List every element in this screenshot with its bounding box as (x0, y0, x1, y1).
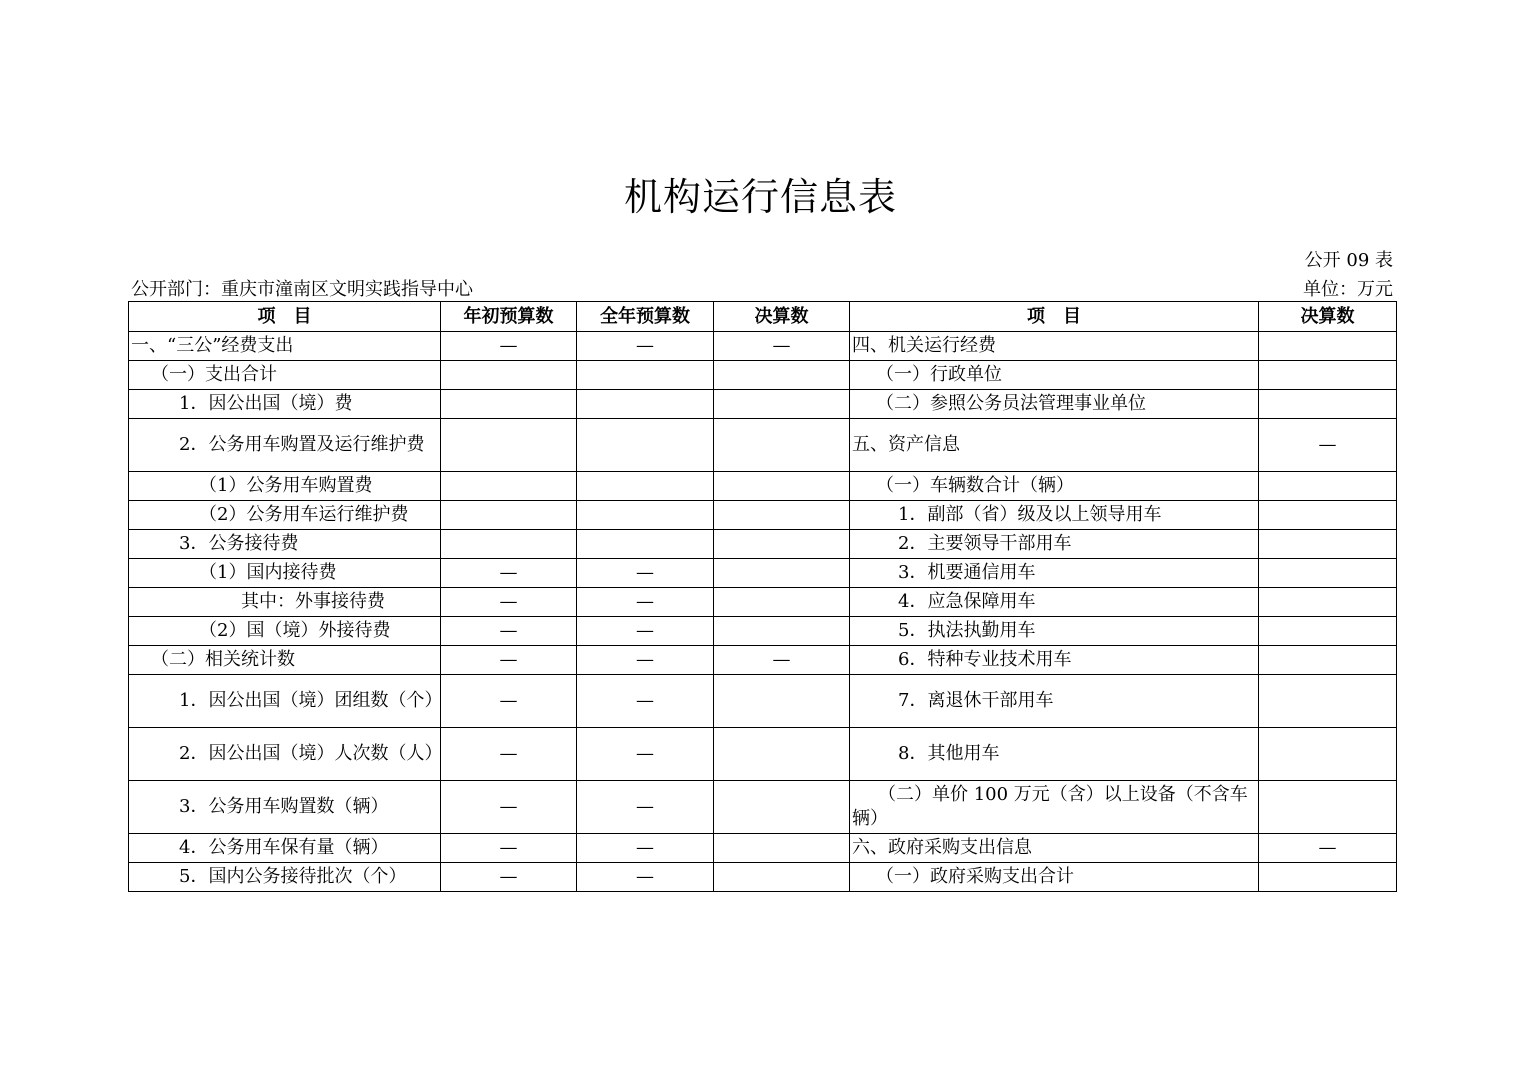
value-cell: — (577, 588, 714, 617)
table-row (129, 361, 1397, 390)
table-row (129, 617, 1397, 646)
item-cell: （2）公务用车运行维护费 (129, 501, 441, 530)
item-cell: 3．公务接待费 (129, 530, 441, 559)
item-cell: （2）国（境）外接待费 (129, 617, 441, 646)
value-cell (714, 361, 850, 390)
value-cell (1259, 781, 1397, 834)
item-cell: 8．其他用车 (850, 728, 1259, 781)
table-row (129, 472, 1397, 501)
item-cell: 六、政府采购支出信息 (850, 834, 1259, 863)
value-cell (714, 419, 850, 472)
item-cell: 5．执法执勤用车 (850, 617, 1259, 646)
value-cell (1259, 332, 1397, 361)
value-cell (1259, 728, 1397, 781)
table-header-row (129, 302, 1397, 332)
value-cell: — (1259, 419, 1397, 472)
value-cell (1259, 559, 1397, 588)
header-cell: 全年预算数 (577, 302, 714, 332)
value-cell (714, 863, 850, 892)
item-cell: 其中：外事接待费 (129, 588, 441, 617)
item-cell: 4．公务用车保有量（辆） (129, 834, 441, 863)
value-cell: — (441, 675, 577, 728)
value-cell (1259, 863, 1397, 892)
item-cell: （一）车辆数合计（辆） (850, 472, 1259, 501)
table-row (129, 332, 1397, 361)
table-row (129, 646, 1397, 675)
table-row (129, 501, 1397, 530)
table-row (129, 390, 1397, 419)
item-cell: 1．副部（省）级及以上领导用车 (850, 501, 1259, 530)
item-cell: 1．因公出国（境）费 (129, 390, 441, 419)
value-cell: — (577, 834, 714, 863)
value-cell (1259, 472, 1397, 501)
value-cell (441, 501, 577, 530)
item-cell: 3．公务用车购置数（辆） (129, 781, 441, 834)
table-row (129, 863, 1397, 892)
value-cell (441, 530, 577, 559)
value-cell: — (577, 728, 714, 781)
item-cell: 2．主要领导干部用车 (850, 530, 1259, 559)
header-cell: 项 目 (129, 302, 441, 332)
unit-label: 单位：万元 (1303, 279, 1393, 300)
value-cell (714, 472, 850, 501)
value-cell (1259, 646, 1397, 675)
item-cell: 3．机要通信用车 (850, 559, 1259, 588)
value-cell: — (577, 646, 714, 675)
value-cell (714, 728, 850, 781)
value-cell: — (577, 332, 714, 361)
item-cell: 7．离退休干部用车 (850, 675, 1259, 728)
table-row (129, 588, 1397, 617)
value-cell (714, 834, 850, 863)
value-cell: — (714, 646, 850, 675)
value-cell (714, 559, 850, 588)
item-cell: （一）政府采购支出合计 (850, 863, 1259, 892)
value-cell (714, 390, 850, 419)
value-cell: — (441, 863, 577, 892)
value-cell: — (441, 834, 577, 863)
value-cell: — (441, 617, 577, 646)
value-cell: — (577, 559, 714, 588)
table-row (129, 781, 1397, 834)
value-cell (1259, 390, 1397, 419)
value-cell (577, 501, 714, 530)
value-cell (577, 530, 714, 559)
item-cell: 五、资产信息 (850, 419, 1259, 472)
table-row (129, 559, 1397, 588)
value-cell (441, 419, 577, 472)
table-row (129, 675, 1397, 728)
value-cell (1259, 617, 1397, 646)
value-cell (1259, 675, 1397, 728)
department-label: 公开部门：重庆市潼南区文明实践指导中心 (131, 279, 473, 300)
item-cell: （1）公务用车购置费 (129, 472, 441, 501)
header-cell: 决算数 (714, 302, 850, 332)
header-cell: 项 目 (850, 302, 1259, 332)
item-cell: （一）支出合计 (129, 361, 441, 390)
item-cell: 1．因公出国（境）团组数（个） (129, 675, 441, 728)
value-cell: — (441, 559, 577, 588)
value-cell (577, 390, 714, 419)
item-cell: （二）相关统计数 (129, 646, 441, 675)
value-cell (577, 472, 714, 501)
value-cell (714, 781, 850, 834)
value-cell (1259, 501, 1397, 530)
value-cell: — (441, 728, 577, 781)
value-cell (714, 675, 850, 728)
table-row (129, 728, 1397, 781)
value-cell (714, 530, 850, 559)
item-cell: （一）行政单位 (850, 361, 1259, 390)
value-cell: — (441, 646, 577, 675)
value-cell (577, 419, 714, 472)
value-cell (1259, 361, 1397, 390)
value-cell (577, 361, 714, 390)
value-cell: — (577, 675, 714, 728)
item-cell: 一、“三公”经费支出 (129, 332, 441, 361)
item-cell: 2．公务用车购置及运行维护费 (129, 419, 441, 472)
header-cell: 年初预算数 (441, 302, 577, 332)
item-cell: 5．国内公务接待批次（个） (129, 863, 441, 892)
value-cell: — (1259, 834, 1397, 863)
value-cell: — (441, 588, 577, 617)
value-cell (714, 501, 850, 530)
table-row (129, 530, 1397, 559)
table-row (129, 834, 1397, 863)
item-cell: 4．应急保障用车 (850, 588, 1259, 617)
value-cell (441, 390, 577, 419)
value-cell: — (714, 332, 850, 361)
info-table (128, 301, 1397, 892)
item-cell: （二）单价 100 万元（含）以上设备（不含车辆） (850, 781, 1259, 834)
value-cell: — (577, 863, 714, 892)
value-cell: — (441, 332, 577, 361)
item-cell: 2．因公出国（境）人次数（人） (129, 728, 441, 781)
header-cell: 决算数 (1259, 302, 1397, 332)
value-cell (1259, 588, 1397, 617)
value-cell: — (577, 617, 714, 646)
item-cell: 四、机关运行经费 (850, 332, 1259, 361)
value-cell (1259, 530, 1397, 559)
value-cell: — (441, 781, 577, 834)
table-row (129, 419, 1397, 472)
value-cell (441, 361, 577, 390)
form-number: 公开 09 表 (1304, 250, 1393, 271)
page-title: 机构运行信息表 (623, 175, 897, 219)
value-cell: — (577, 781, 714, 834)
value-cell (441, 472, 577, 501)
value-cell (714, 588, 850, 617)
item-cell: 6．特种专业技术用车 (850, 646, 1259, 675)
item-cell: （1）国内接待费 (129, 559, 441, 588)
item-cell: （二）参照公务员法管理事业单位 (850, 390, 1259, 419)
value-cell (714, 617, 850, 646)
